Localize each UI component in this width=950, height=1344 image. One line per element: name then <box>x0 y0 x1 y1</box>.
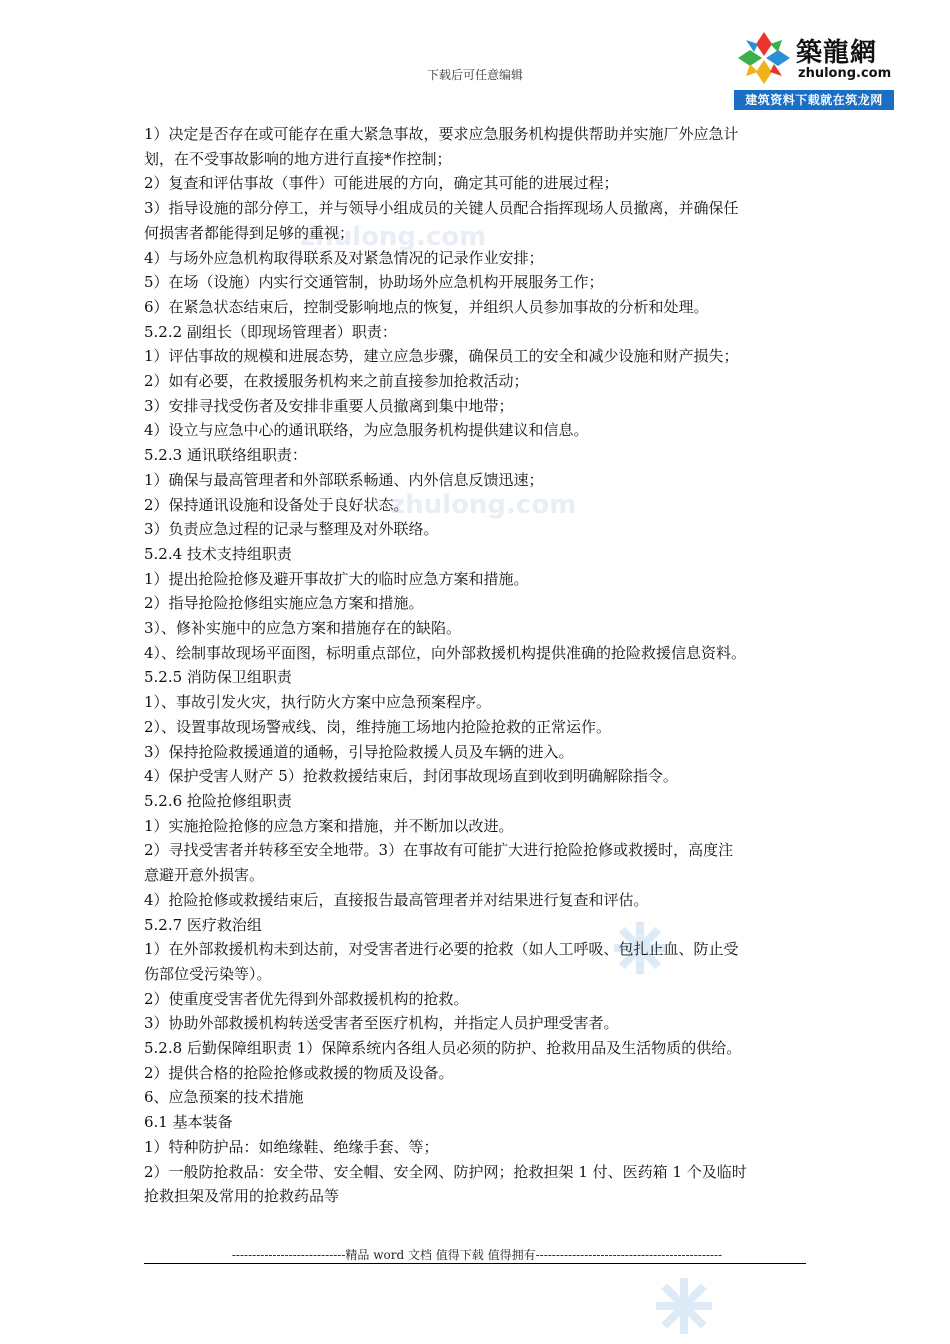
logo-banner: 建筑资料下载就在筑龙网 <box>734 90 894 110</box>
text-line: 3）负责应急过程的记录与整理及对外联络。 <box>144 520 439 539</box>
text-line: 何损害者都能得到足够的重视； <box>144 223 355 242</box>
text-line: 伤部位受污染等）。 <box>144 964 272 983</box>
logo-mark-icon <box>736 30 792 86</box>
text-line: 1）实施抢险抢修的应急方案和措施，并不断加以改进。 <box>144 816 514 835</box>
text-line: 1）在外部救援机构未到达前，对受害者进行必要的抢救（如人工呼吸、包扎止血、防止受 <box>144 940 739 959</box>
text-line: 划，在不受事故影响的地方进行直接*作控制； <box>144 149 452 168</box>
text-line: 2）、设置事故现场警戒线、岗，维持施工场地内抢险抢救的正常运作。 <box>144 717 612 736</box>
section-heading: 5.2.3 通讯联络组职责： <box>144 446 307 465</box>
text-line: 1）确保与最高管理者和外部联系畅通、内外信息反馈迅速； <box>144 470 544 489</box>
text-line: 4）与场外应急机构取得联系及对紧急情况的记录作业安排； <box>144 248 544 267</box>
zhulong-logo <box>734 28 894 108</box>
text-line: 2）保持通讯设施和设备处于良好状态。 <box>144 495 409 514</box>
text-line: 2）一般防抢救品：安全带、安全帽、安全网、防护网；抢救担架 1 付、医药箱 1 个及临时 <box>144 1162 747 1181</box>
text-line: 2）使重度受害者优先得到外部救援机构的抢救。 <box>144 989 469 1008</box>
text-line: 2）寻找受害者并转移至安全地带。3）在事故有可能扩大进行抢险抢修或救援时，高度注 <box>144 841 734 860</box>
text-line: 2）如有必要，在救援服务机构来之前直接参加抢救活动； <box>144 372 529 391</box>
section-heading: 5.2.2 副组长（即现场管理者）职责： <box>144 322 397 341</box>
text-line: 3）安排寻找受伤者及安排非重要人员撤离到集中地带； <box>144 396 514 415</box>
section-heading: 6、应急预案的技术措施 <box>144 1088 304 1107</box>
text-line: 1）提出抢险抢修及避开事故扩大的临时应急方案和措施。 <box>144 569 529 588</box>
text-line: 4）保护受害人财产 5）抢救救援结束后，封闭事故现场直到收到明确解除指令。 <box>144 767 678 786</box>
document-body <box>144 122 810 1209</box>
text-line: 3）、修补实施中的应急方案和措施存在的缺陷。 <box>144 619 462 638</box>
text-line: 5）在场（设施）内实行交通管制，协助场外应急机构开展服务工作； <box>144 273 604 292</box>
logo-top <box>734 28 894 90</box>
text-line: 3）指导设施的部分停工，并与领导小组成员的关键人员配合指挥现场人员撤离，并确保任 <box>144 199 739 218</box>
footer-text: ----------------------------精品 word 文档 值得下载 值得拥有---------------------------------------------- <box>231 1248 723 1262</box>
text-line: 抢救担架及常用的抢救药品等 <box>144 1187 340 1206</box>
section-heading: 6.1 基本装备 <box>144 1113 233 1132</box>
text-line: 4）抢险抢修或救援结束后，直接报告最高管理者并对结果进行复查和评估。 <box>144 890 649 909</box>
logo-url: zhulong.com <box>798 66 892 81</box>
watermark-text-upper: zhulong.com <box>300 222 487 252</box>
header-note: 下载后可任意编辑 <box>426 68 523 82</box>
text-line: 1）评估事故的规模和进展态势，建立应急步骤，确保员工的安全和减少设施和财产损失； <box>144 347 739 366</box>
text-line: 5.2.8 后勤保障组职责 1）保障系统内各组人员必须的防护、抢救用品及生活物质的供给。 <box>144 1039 742 1058</box>
footer-rule <box>144 1263 806 1264</box>
text-line: 3）协助外部救援机构转送受害者至医疗机构，并指定人员护理受害者。 <box>144 1014 619 1033</box>
section-heading: 5.2.5 消防保卫组职责 <box>144 668 292 687</box>
text-line: 2）复查和评估事故（事件）可能进展的方向，确定其可能的进展过程； <box>144 174 619 193</box>
text-line: 3）保持抢险救援通道的通畅，引导抢险救援人员及车辆的进入。 <box>144 742 574 761</box>
watermark-text-middle: zhulong.com <box>390 490 577 520</box>
text-line: 1）特种防护品：如绝缘鞋、绝缘手套、等； <box>144 1137 439 1156</box>
text-line: 6）在紧急状态结束后，控制受影响地点的恢复，并组织人员参加事故的分析和处理。 <box>144 297 709 316</box>
text-line: 4）设立与应急中心的通讯联络，为应急服务机构提供建议和信息。 <box>144 421 589 440</box>
section-heading: 5.2.7 医疗救治组 <box>144 915 262 934</box>
section-heading: 5.2.4 技术支持组职责 <box>144 544 292 563</box>
text-line: 1）决定是否存在或可能存在重大紧急事故，要求应急服务机构提供帮助并实施厂外应急计 <box>144 125 739 143</box>
watermark-snowflake-bottom <box>654 1276 714 1336</box>
logo-name: 築龍網 <box>796 38 878 68</box>
text-line: 2）提供合格的抢险抢修或救援的物质及设备。 <box>144 1063 454 1082</box>
text-line: 4）、绘制事故现场平面图，标明重点部位，向外部救援机构提供准确的抢险救援信息资料。 <box>144 643 747 662</box>
text-line: 1）、事故引发火灾，执行防火方案中应急预案程序。 <box>144 693 492 712</box>
text-line: 意避开意外损害。 <box>144 866 265 885</box>
section-heading: 5.2.6 抢险抢修组职责 <box>144 791 292 810</box>
text-line: 2）指导抢险抢修组实施应急方案和措施。 <box>144 594 424 613</box>
